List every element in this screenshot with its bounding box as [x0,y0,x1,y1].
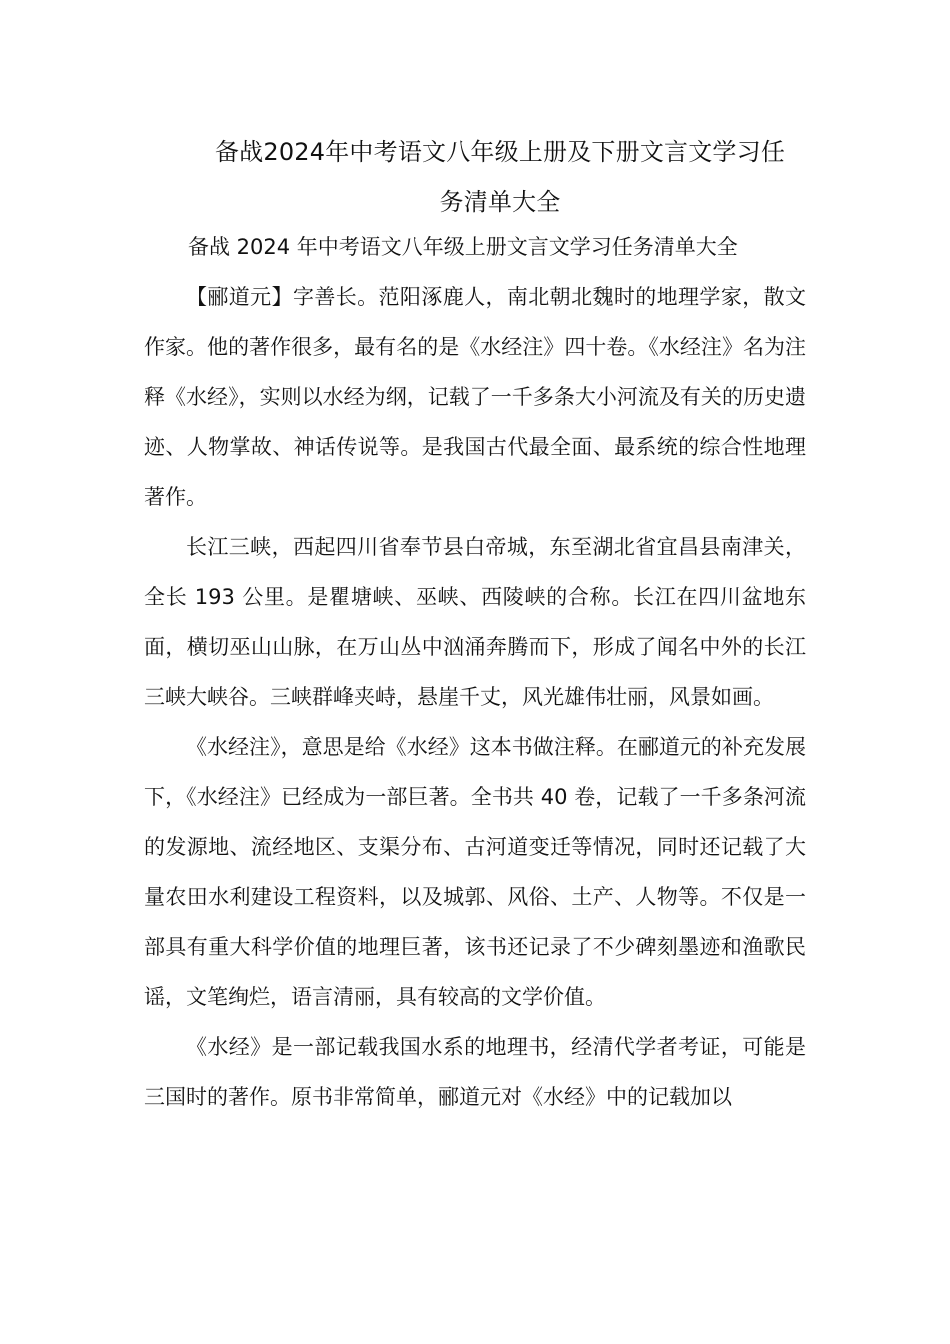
document-subtitle: 备战 2024 年中考语文八年级上册文言文学习任务清单大全 [188,235,738,259]
paragraph-three-gorges: 长江三峡，西起四川省奉节县白帝城，东至湖北省宜昌县南津关，全长 193 公里。是瞿塘峡、巫峡、西陵峡的合称。长江在四川盆地东面，横切巫山山脉，在万山丛中汹涌奔腾而下，形成了闻名中外的长江三峡大峡谷。三峡群峰夹峙，悬崖千丈，风光雄伟壮丽，风景如画。 [144,535,806,709]
paragraph-shuijing: 《水经》是一部记载我国水系的地理书，经清代学者考证，可能是三国时的著作。原书非常简单，郦道元对《水经》中的记载加以 [144,1035,806,1109]
document-body [144,222,806,1122]
paragraph-shuijingzhu: 《水经注》，意思是给《水经》这本书做注释。在郦道元的补充发展下，《水经注》已经成为一部巨著。全书共 40 卷，记载了一千多条河流的发源地、流经地区、支渠分布、古河道变迁等情况，同时还记载了大量农田水利建设工程资料，以及城郭、风俗、土产、人物等。不仅是一部具有重大科学价值的地理巨著，该书还记录了不少碑刻墨迹和渔歌民谣，文笔绚烂，语言清丽，具有较高的文学价值。 [144,735,806,1009]
title-line-1: 备战2024年中考语文八年级上册及下册文言文学习任 [214,138,786,166]
paragraph-li-daoyuan: 【郦道元】字善长。范阳涿鹿人，南北朝北魏时的地理学家，散文作家。他的著作很多，最有名的是《水经注》四十卷。《水经注》名为注释《水经》，实则以水经为纲，记载了一千多条大小河流及有关的历史遗迹、人物掌故、神话传说等。是我国古代最全面、最系统的综合性地理著作。 [144,285,806,509]
document-title [140,127,860,227]
title-line-2: 务清单大全 [439,188,561,216]
